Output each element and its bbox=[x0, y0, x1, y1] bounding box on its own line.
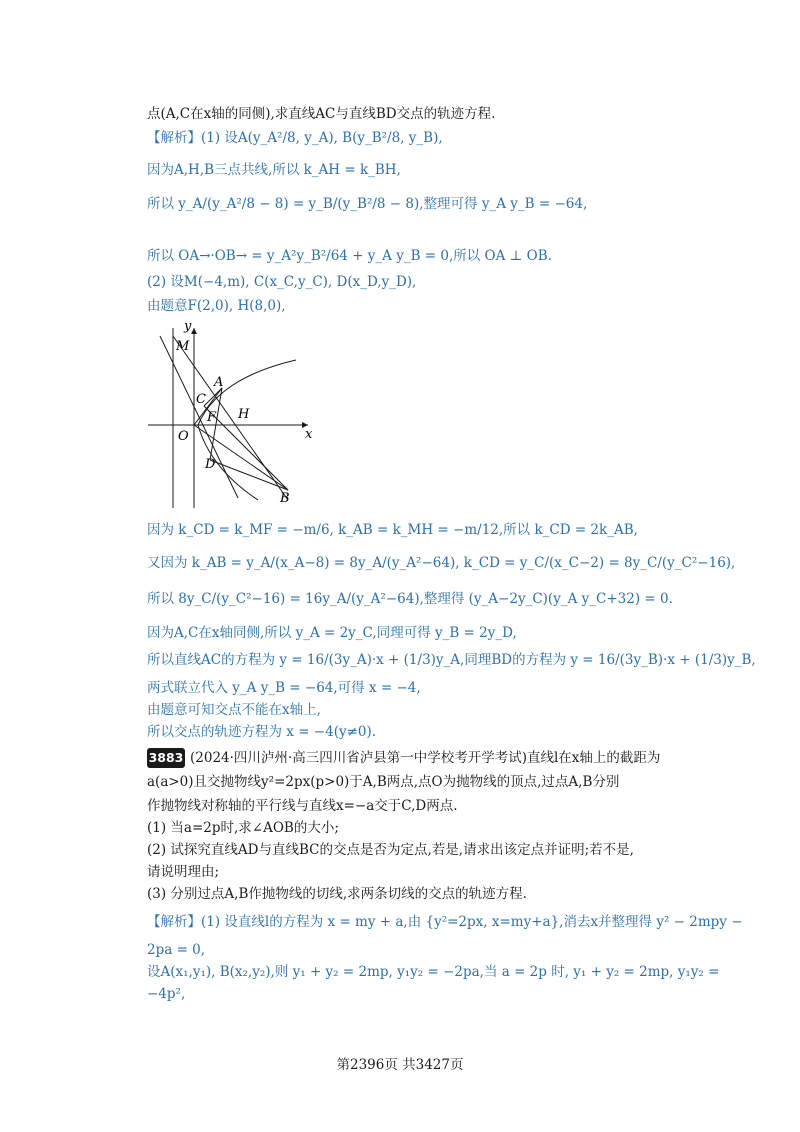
label-b: B bbox=[280, 491, 290, 506]
label-h: H bbox=[238, 407, 250, 422]
label-a: A bbox=[214, 375, 224, 390]
problem-line: (3) 分别过点A,B作抛物线的切线,求两条切线的交点的轨迹方程. bbox=[147, 886, 527, 902]
problem-line: (2) 试探究直线AD与直线BC的交点是否为定点,若是,请求出该定点并证明;若不是, bbox=[147, 842, 634, 858]
problem-line: a(a>0)且交抛物线y²=2px(p>0)于A,B两点,点O为抛物线的顶点,过点A,B分别 bbox=[147, 774, 620, 790]
label-c: C bbox=[196, 392, 206, 407]
label-y: y bbox=[184, 319, 192, 334]
solution-line: 所以 y_A/(y_A²/8 − 8) = y_B/(y_B²/8 − 8),整理可得 y_A y_B = −64, bbox=[147, 196, 588, 212]
solution-line: 因为A,H,B三点共线,所以 k_AH = k_BH, bbox=[147, 162, 401, 178]
solution-line: 设A(x₁,y₁), B(x₂,y₂),则 y₁ + y₂ = 2mp, y₁y₂ = −2pa,当 a = 2p 时, y₁ + y₂ = 2mp, y₁y₂ = bbox=[147, 964, 720, 980]
solution-line: 两式联立代入 y_A y_B = −64,可得 x = −4, bbox=[147, 680, 421, 696]
solution-line: −4p², bbox=[147, 986, 186, 1002]
segment-db bbox=[210, 460, 288, 490]
solution-line: 【解析】(1) 设A(y_A²/8, y_A), B(y_B²/8, y_B), bbox=[147, 130, 443, 146]
solution-line: (2) 设M(−4,m), C(x_C,y_C), D(x_D,y_D), bbox=[147, 274, 417, 290]
problem-line: (1) 当a=2p时,求∠AOB的大小; bbox=[147, 820, 339, 836]
problem-continuation: 点(A,C在x轴的同侧),求直线AC与直线BD交点的轨迹方程. bbox=[147, 106, 496, 122]
solution-line: 因为 k_CD = k_MF = −m/6, k_AB = k_MH = −m/12,所以 k_CD = 2k_AB, bbox=[147, 522, 638, 538]
page-footer: 第2396页 共3427页 bbox=[336, 1057, 464, 1073]
solution-line: 因为A,C在x轴同侧,所以 y_A = 2y_C,同理可得 y_B = 2y_D, bbox=[147, 625, 517, 641]
label-f: F bbox=[207, 410, 217, 425]
label-m: M bbox=[176, 339, 190, 354]
label-d: D bbox=[205, 457, 216, 472]
label-x: x bbox=[305, 427, 313, 442]
problem-line: (2024·四川泸州·高三四川省泸县第一中学校考开学考试)直线l在x轴上的截距为 bbox=[190, 750, 661, 766]
label-o: O bbox=[178, 429, 189, 444]
solution-line: 由题意可知交点不能在x轴上, bbox=[147, 702, 321, 718]
problem-number-badge: 3883 bbox=[147, 748, 185, 768]
solution-line: 2pa = 0, bbox=[147, 942, 206, 958]
problem-line: 请说明理由; bbox=[147, 864, 220, 880]
solution-line: 所以交点的轨迹方程为 x = −4(y≠0). bbox=[147, 724, 377, 740]
solution-line: 所以 8y_C/(y_C²−16) = 16y_A/(y_A²−64),整理得 (y_A−2y_C)(y_A y_C+32) = 0. bbox=[147, 591, 673, 607]
solution-line: 所以直线AC的方程为 y = 16/(3y_A)·x + (1/3)y_A,同理BD的方程为 y = 16/(3y_B)·x + (1/3)y_B, bbox=[147, 652, 756, 668]
y-axis-arrow bbox=[191, 328, 197, 334]
solution-line: 又因为 k_AB = y_A/(x_A−8) = 8y_A/(y_A²−64), k_CD = y_C/(x_C−2) = 8y_C/(y_C²−16), bbox=[147, 555, 736, 571]
parabola-curve bbox=[198, 360, 296, 500]
solution-line: 由题意F(2,0), H(8,0), bbox=[147, 298, 286, 314]
solution-line: 【解析】(1) 设直线l的方程为 x = my + a,由 {y²=2px, x=my+a},消去x并整理得 y² − 2mpy − bbox=[147, 914, 743, 930]
solution-line: 所以 OA→·OB→ = y_A²y_B²/64 + y_A y_B = 0,所以 OA ⊥ OB. bbox=[147, 248, 552, 264]
line-through-m bbox=[160, 336, 238, 498]
parabola-figure bbox=[148, 318, 318, 508]
problem-line: 作抛物线对称轴的平行线与直线x=−a交于C,D两点. bbox=[147, 798, 458, 814]
line-m-b bbox=[173, 336, 288, 500]
